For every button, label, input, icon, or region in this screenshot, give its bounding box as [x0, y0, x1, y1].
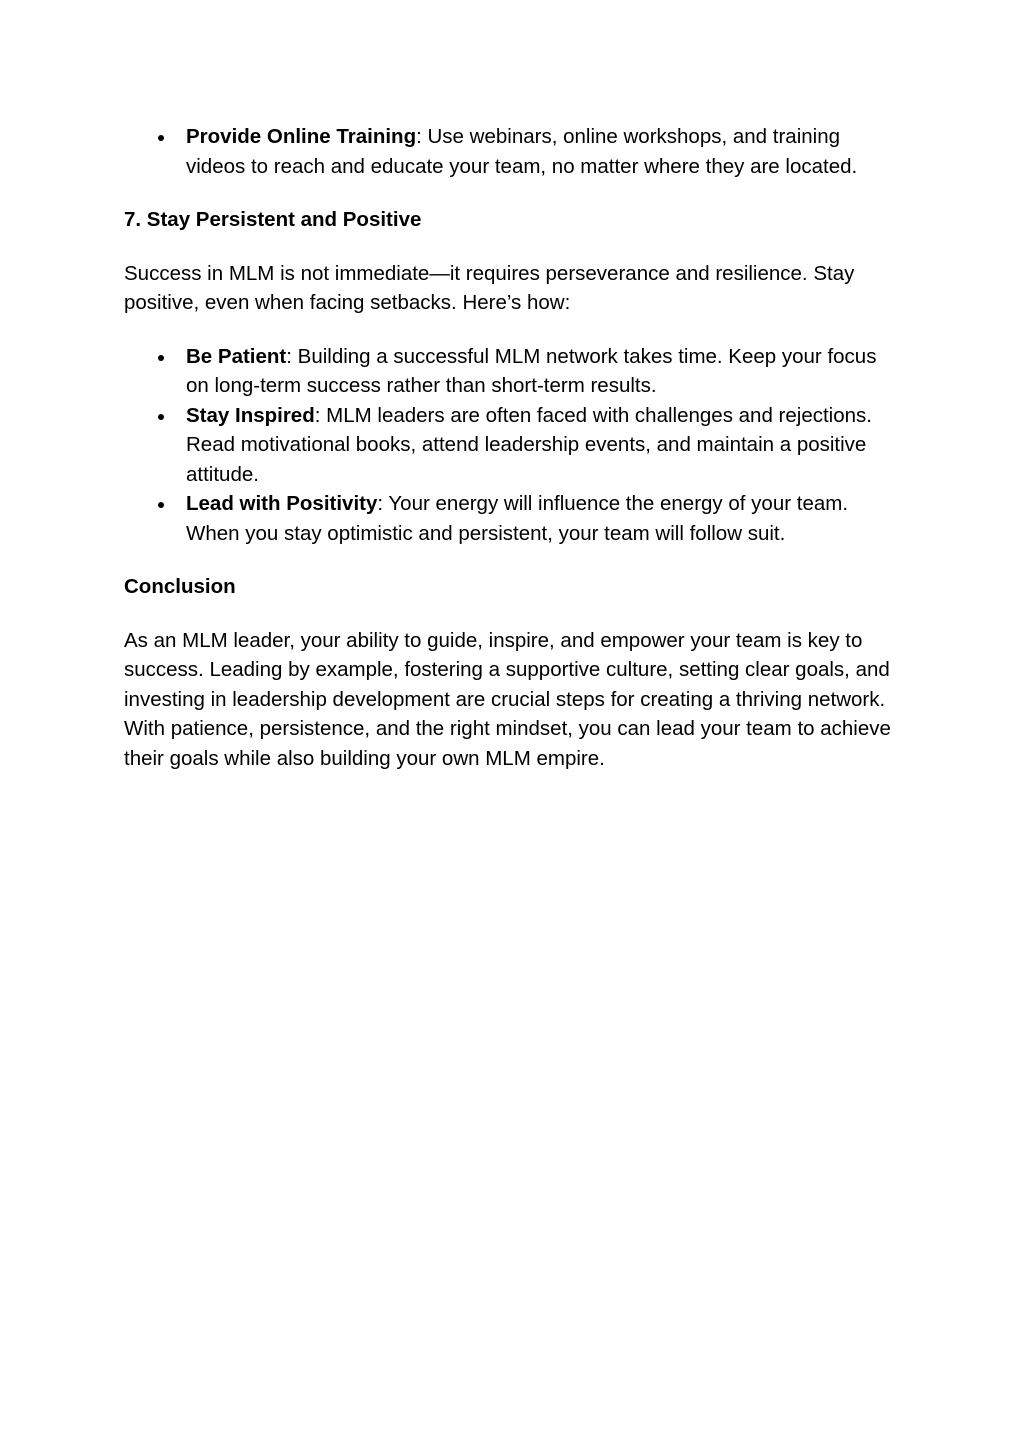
- list-item: [124, 401, 904, 490]
- section-heading: 7. Stay Persistent and Positive: [124, 208, 422, 231]
- list-item-title: Be Patient: [186, 344, 287, 368]
- list-item-text: : Use webinars, online workshops, and training videos to reach and educate your team, no matter where they are located.: [186, 125, 858, 178]
- document-page: [124, 122, 904, 773]
- bullet-icon: [158, 135, 164, 141]
- list-item-text: : Building a successful MLM network takes time. Keep your focus on long-term success rather than short-term results.: [186, 344, 877, 397]
- list-item: [124, 489, 904, 548]
- bullet-list-training: [124, 122, 904, 181]
- bullet-list-persistence: [124, 342, 904, 549]
- conclusion-heading: Conclusion: [124, 575, 236, 598]
- list-item-title: Provide Online Training: [186, 125, 417, 148]
- bullet-icon: [158, 502, 164, 508]
- list-item-text: : Your energy will influence the energy of your team. When you stay optimistic and persistent, your team will follow suit.: [186, 492, 849, 545]
- list-item-text: : MLM leaders are often faced with challenges and rejections. Read motivational books, attend leadership events, and maintain a positive attitude.: [186, 403, 872, 486]
- list-item: [124, 342, 904, 401]
- list-item-title: Stay Inspired: [186, 403, 315, 427]
- bullet-icon: [158, 355, 164, 361]
- conclusion-text: As an MLM leader, your ability to guide, inspire, and empower your team is key to success. Leading by example, fostering a supportive culture, setting clear goals, and investing in leadership development are crucial steps for creating a thriving network. With patience, persistence, and the right mindset, you can lead your team to achieve their goals while also building your own MLM empire.: [124, 628, 891, 770]
- section-intro: Success in MLM is not immediate—it requires perseverance and resilience. Stay positive, even when facing setbacks. Here’s how:: [124, 261, 855, 314]
- list-item-title: Lead with Positivity: [186, 492, 378, 515]
- list-item: [124, 122, 904, 181]
- bullet-icon: [158, 414, 164, 420]
